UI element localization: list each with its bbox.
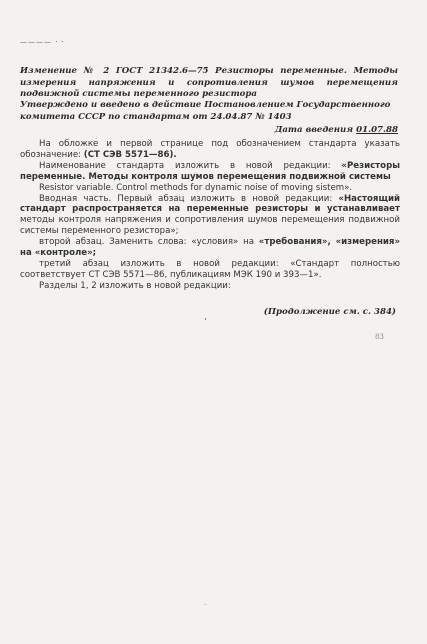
paragraph-cover-text: На обложке и первой странице под обозначением стандарта указать обозначение: — [20, 139, 400, 160]
paragraph-cover-designation: (СТ СЭВ 5571—86). — [83, 149, 177, 160]
paragraph-intro-quote: «Настоящий стандарт распространяется на переменные резисторы и устанавливает — [20, 193, 400, 215]
paragraph-name-text: Наименование стандарта изложить в новой редакции: — [39, 160, 331, 171]
page-number: 83 — [375, 333, 384, 341]
document-body — [20, 139, 400, 292]
amendment-title: Изменение № 2 ГОСТ 21342.6—75 Резисторы переменные. Методы измерения напряжения и сопротивления шумов перемещения подвижной системы переменного резистора — [20, 66, 398, 99]
paragraph-second-requirements: «требования», — [258, 237, 331, 248]
paragraph-third: третий абзац изложить в новой редакции: «Стандарт полностью соответствует СТ СЭВ 5571—86, публикациям МЭК 190 и 393—1». — [20, 258, 400, 280]
paragraph-intro — [20, 194, 400, 238]
effective-date-value: 01.07.88 — [356, 125, 398, 135]
print-speck-bottom: ˘ — [204, 604, 207, 611]
paragraph-second-text: второй абзац. Заменить слова: «условия» на — [39, 237, 254, 248]
paragraph-second — [20, 237, 400, 259]
paragraph-name — [20, 161, 400, 183]
paragraph-cover — [20, 139, 400, 161]
effective-date-label: Дата введения — [274, 125, 354, 135]
paragraph-second-measurement: «измерения» на «контроле»; — [20, 237, 400, 259]
paragraph-intro-text: Вводная часть. Первый абзац изложить в новой редакции: — [39, 193, 333, 204]
paragraph-name-new: «Резисторы переменные. Методы контроля шумов перемещения подвижной системы — [20, 160, 400, 182]
paragraph-english-name: Resistor variable. Control methods for dynamic noise of moving sistem». — [39, 182, 353, 193]
continuation-note: (Продолжение см. с. 384) — [263, 307, 396, 317]
approval-statement: Утверждено и введено в действие Постановлением Государственного комитета СССР по стандартам от 24.04.87 № 1403 — [20, 100, 391, 122]
paragraph-sections: Разделы 1, 2 изложить в новой редакции: — [39, 280, 231, 291]
effective-date — [275, 125, 398, 135]
paragraph-intro-quote-end: методы контроля напряжения и сопротивления шумов перемещения подвижной системы переменного резистора»; — [20, 215, 400, 237]
print-speck — [205, 318, 206, 320]
header-mark: ———— · · — [20, 38, 65, 46]
